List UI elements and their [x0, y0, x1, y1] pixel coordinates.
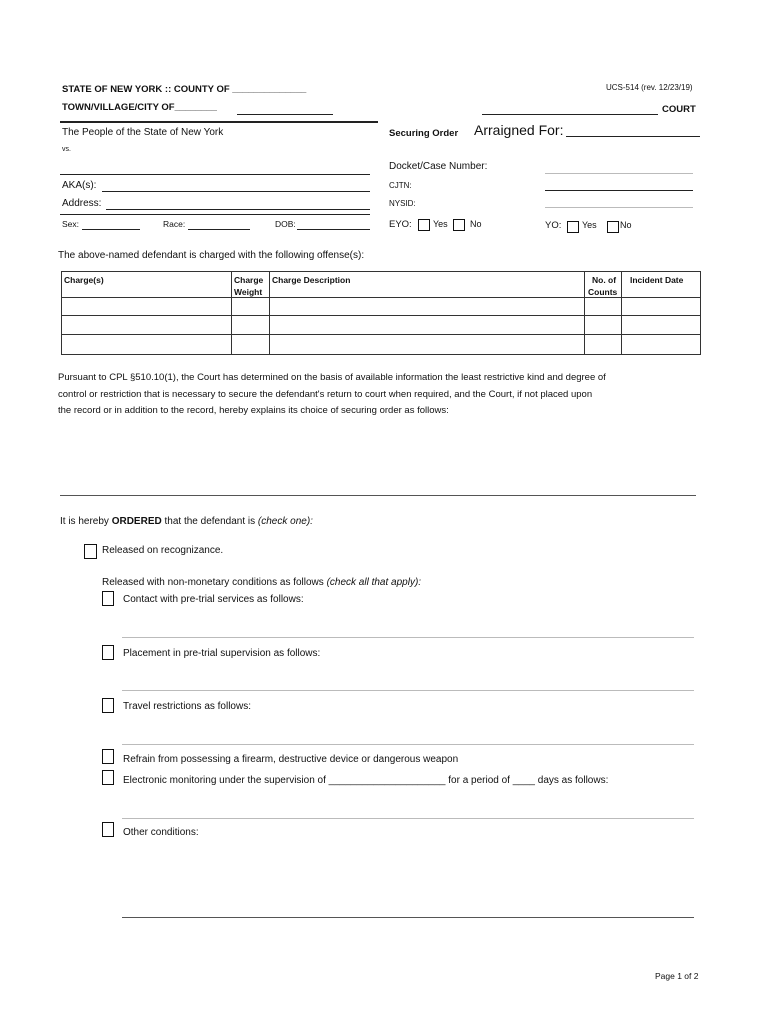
sex-label: Sex:: [62, 219, 80, 229]
th-counts-1: No. of: [592, 275, 617, 285]
town-blank-line: [237, 114, 333, 115]
refrain-label: Refrain from possessing a firearm, destructive device or dangerous weapon: [123, 754, 459, 765]
eyo-no-checkbox[interactable]: [453, 219, 465, 231]
form-id: UCS-514 (rev. 12/23/19): [606, 83, 693, 92]
electronic-blank-2[interactable]: ____: [512, 775, 535, 786]
electronic-line[interactable]: [122, 818, 694, 819]
charges-intro: The above-named defendant is charged with the following offense(s):: [58, 250, 365, 261]
order-ordered: ORDERED: [111, 516, 162, 527]
conditions-label: [102, 577, 421, 588]
other-checkbox[interactable]: [102, 822, 114, 837]
page-number: Page 1 of 2: [655, 971, 699, 981]
header-state-county: STATE OF NEW YORK :: COUNTY OF ______________: [62, 84, 307, 95]
travel-checkbox[interactable]: [102, 698, 114, 713]
yo-no-label: No: [620, 220, 632, 230]
eyo-yes-checkbox[interactable]: [418, 219, 430, 231]
table-row: [62, 315, 700, 316]
other-label: Other conditions:: [123, 827, 199, 838]
arraigned-for-line[interactable]: [566, 136, 700, 137]
conditions-check-all: (check all that apply):: [326, 577, 422, 588]
yo-label: YO:: [545, 220, 562, 231]
docket-line[interactable]: [545, 173, 693, 174]
order-check-one: (check one):: [257, 516, 313, 527]
aka-line[interactable]: [102, 191, 370, 192]
th-charge: Charge(s): [64, 275, 104, 285]
caption-rule: [60, 121, 378, 123]
address-label: Address:: [62, 198, 102, 209]
nysid-label: NYSID:: [389, 199, 416, 208]
dob-line[interactable]: [297, 229, 370, 230]
contact-checkbox[interactable]: [102, 591, 114, 606]
electronic-text-3: days as follows:: [537, 775, 609, 786]
header-town: TOWN/VILLAGE/CITY OF________: [62, 102, 217, 113]
th-date: Incident Date: [630, 275, 684, 285]
th-counts-2: Counts: [588, 287, 618, 297]
nysid-line[interactable]: [545, 207, 693, 208]
pursuant-line-2: control or restriction that is necessary to secure the defendant's return to court when required, and the Court, if not placed upon: [58, 388, 593, 400]
pursuant-line-3: the record or in addition to the record, hereby explains its choice of securing order as follows:: [58, 405, 449, 416]
travel-line[interactable]: [122, 744, 694, 745]
th-weight-1: Charge: [234, 275, 264, 285]
court-blank-line: [482, 114, 658, 115]
cjtn-line[interactable]: [545, 190, 693, 191]
docket-label: Docket/Case Number:: [389, 161, 488, 172]
th-description: Charge Description: [272, 275, 351, 285]
placement-checkbox[interactable]: [102, 645, 114, 660]
contact-label: Contact with pre-trial services as follows:: [123, 594, 304, 605]
securing-order-label: Securing Order: [389, 128, 459, 139]
electronic-text-1: Electronic monitoring under the supervision of: [123, 775, 326, 786]
header-court: COURT: [662, 104, 696, 115]
race-label: Race:: [163, 219, 186, 229]
dob-label: DOB:: [275, 219, 296, 229]
electronic-blank[interactable]: _____________________: [328, 775, 446, 786]
electronic-label: [123, 775, 608, 786]
placement-label: Placement in pre-trial supervision as follows:: [123, 648, 321, 659]
order-middle: that the defendant is: [164, 516, 256, 527]
yo-yes-checkbox[interactable]: [567, 221, 579, 233]
yo-no-checkbox[interactable]: [607, 221, 619, 233]
th-weight-2: Weight: [234, 287, 263, 297]
contact-line[interactable]: [122, 637, 694, 638]
order-prefix: It is hereby: [60, 516, 109, 527]
sex-line[interactable]: [82, 229, 140, 230]
address-line[interactable]: [106, 209, 370, 210]
conditions-text: Released with non-monetary conditions as follows: [102, 577, 324, 588]
eyo-yes-label: Yes: [433, 219, 448, 229]
travel-label: Travel restrictions as follows:: [123, 701, 251, 712]
pursuant-line-1: Pursuant to CPL §510.10(1), the Court has determined on the basis of available information the least restrictive kind and degree of: [58, 372, 606, 383]
electronic-text-2: for a period of: [448, 775, 510, 786]
placement-line[interactable]: [122, 690, 694, 691]
order-statement: [60, 516, 313, 527]
address-line-2[interactable]: [60, 214, 370, 215]
people-label: The People of the State of New York: [62, 127, 224, 138]
pursuant-paragraph: [58, 370, 698, 420]
aka-label: AKA(s):: [62, 180, 97, 191]
other-line[interactable]: [122, 917, 694, 918]
eyo-label: EYO:: [389, 219, 412, 230]
explanation-line[interactable]: [60, 495, 696, 496]
yo-yes-label: Yes: [582, 220, 597, 230]
charges-table: [61, 271, 701, 355]
table-row: [62, 334, 700, 335]
vs-label: vs.: [62, 146, 71, 153]
recognizance-checkbox[interactable]: [84, 544, 97, 559]
eyo-no-label: No: [470, 219, 482, 229]
cjtn-label: CJTN:: [389, 181, 412, 190]
electronic-checkbox[interactable]: [102, 770, 114, 785]
defendant-name-line[interactable]: [60, 174, 370, 175]
arraigned-for-label: Arraigned For:: [474, 122, 564, 138]
recognizance-label: Released on recognizance.: [102, 545, 224, 556]
refrain-checkbox[interactable]: [102, 749, 114, 764]
race-line[interactable]: [188, 229, 250, 230]
